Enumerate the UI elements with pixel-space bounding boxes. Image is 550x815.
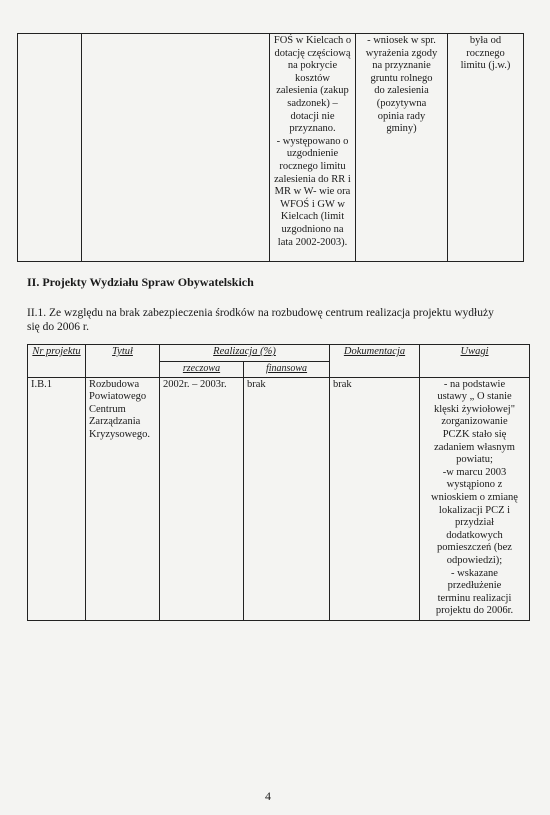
- cell-line: przydział: [454, 517, 495, 529]
- cell-line: - na podstawie: [443, 378, 506, 390]
- header-rzeczowa: rzeczowa: [160, 362, 244, 378]
- cell-line: - występowano o: [276, 135, 349, 147]
- cell-line: zadaniem własnym: [434, 441, 515, 453]
- cell-line: terminu realizacji: [437, 592, 512, 604]
- cell-line: była od: [469, 35, 502, 46]
- table-row: [18, 34, 524, 262]
- cell-line: uzgodnienie: [286, 148, 339, 160]
- cell-line: gminy): [386, 123, 417, 135]
- cell-line: zalesienia (zakup: [276, 85, 349, 97]
- cell-line: - wniosek w spr.: [367, 35, 436, 46]
- table-cell-notes: [448, 34, 524, 262]
- cell-line: powiatu;: [456, 454, 493, 466]
- cell-line: rocznego limitu: [279, 160, 346, 172]
- cell-line: sadzonek) –: [287, 97, 338, 109]
- cell-line: - wskazane: [451, 567, 498, 579]
- cell-line: Powiatowego: [89, 391, 147, 403]
- cell-line: uzgodniono na: [281, 223, 344, 235]
- cell-line: limitu (j.w.): [460, 60, 511, 72]
- cell-line: lokalizacji PCZ i: [438, 504, 511, 516]
- cell-uwagi: [420, 377, 530, 620]
- header-finansowa: finansowa: [244, 362, 330, 378]
- cell-line: WFOŚ i GW w: [280, 198, 345, 210]
- cell-tytul: [86, 377, 160, 620]
- cell-line: wyrażenia zgody: [365, 47, 438, 59]
- cell-line: wystąpiono z: [446, 479, 503, 491]
- cell-line: Centrum: [89, 403, 126, 415]
- cell-line: do zalesienia: [374, 85, 429, 97]
- continued-table: [17, 33, 524, 262]
- cell-line: dotacji nie: [290, 110, 335, 122]
- cell-dokumentacja: brak: [330, 377, 420, 620]
- cell-line: lata 2002-2003).: [277, 236, 348, 248]
- header-uwagi: Uwagi: [420, 345, 530, 378]
- cell-line: ustawy „ O stanie: [437, 391, 512, 403]
- cell-line: Rozbudowa: [89, 378, 140, 390]
- cell-nr: I.B.1: [28, 377, 86, 620]
- cell-line: odpowiedzi);: [446, 554, 503, 566]
- cell-line: Kielcach (limit: [280, 211, 345, 223]
- header-tytul: Tytuł: [86, 345, 160, 378]
- cell-line: gruntu rolnego: [370, 72, 433, 84]
- section-heading: II. Projekty Wydziału Spraw Obywatelskich: [27, 275, 254, 289]
- cell-line: (pozytywna: [376, 97, 427, 109]
- cell-line: zorganizowanie: [441, 416, 508, 428]
- cell-line: kosztów: [295, 72, 330, 84]
- table-cell-docs: [356, 34, 448, 262]
- cell-line: dotację częściową: [274, 47, 351, 59]
- table-cell-status: [270, 34, 356, 262]
- section-paragraph: II.1. Ze względu na brak zabezpieczenia środków na rozbudowę centrum realizacja projektu wydłuży się do 2006 r.: [27, 307, 494, 333]
- table-cell: [18, 34, 82, 262]
- cell-line: na przyznanie: [372, 60, 431, 72]
- table-cell: [82, 34, 270, 262]
- cell-line: opinia rady: [377, 110, 426, 122]
- cell-line: projektu do 2006r.: [435, 605, 514, 617]
- cell-line: przyznano.: [289, 123, 336, 135]
- cell-line: pomieszczeń (bez: [437, 542, 512, 554]
- projects-table: [27, 344, 530, 621]
- header-realizacja: Realizacja (%): [160, 345, 330, 362]
- cell-line: PCZK stało się: [442, 428, 507, 440]
- cell-line: rocznego: [466, 47, 505, 59]
- cell-line: Kryzysowego.: [89, 428, 150, 440]
- cell-finansowa: brak: [244, 377, 330, 620]
- cell-line: na pokrycie: [287, 60, 338, 72]
- cell-line: Zarządzania: [89, 416, 141, 428]
- cell-line: FOŚ w Kielcach o: [273, 35, 352, 46]
- cell-line: dodatkowych: [446, 529, 503, 541]
- cell-line: zalesienia do RR i: [274, 173, 351, 185]
- header-dokumentacja: Dokumentacja: [330, 345, 420, 378]
- cell-line: klęski żywiołowej": [434, 403, 515, 415]
- cell-line: przedłużenie: [447, 580, 502, 592]
- cell-line: -w marcu 2003: [442, 466, 507, 478]
- table-header-row: [28, 345, 530, 362]
- cell-line: wnioskiem o zmianę: [431, 491, 518, 503]
- cell-line: MR w W- wie ora: [274, 186, 351, 198]
- page-number: 4: [265, 789, 271, 803]
- table-row: [28, 377, 530, 620]
- cell-rzeczowa: 2002r. – 2003r.: [160, 377, 244, 620]
- header-nr: Nr projektu: [28, 345, 86, 378]
